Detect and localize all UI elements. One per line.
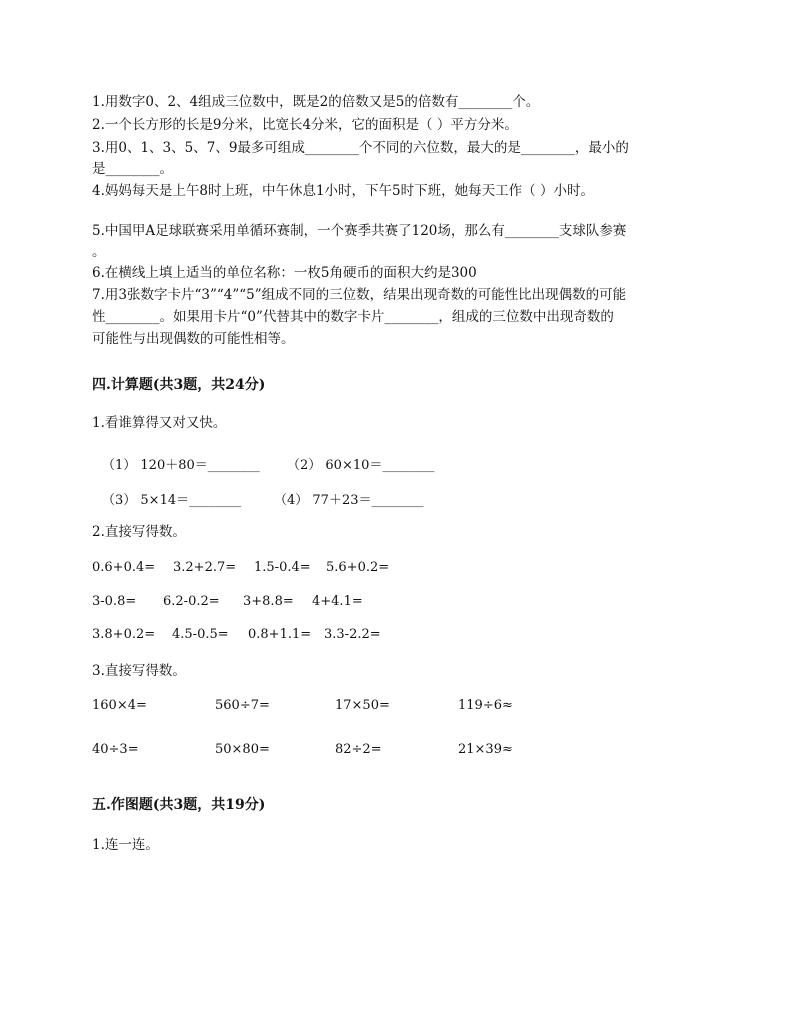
question-2: 2.一个长方形的长是9分米，比宽长4分米，它的面积是（ ）平方分米。 [92,117,518,133]
arithmetic-item: 4.5-0.5= [172,627,229,642]
section-4-heading: 四.计算题(共3题，共24分) [92,377,266,393]
arithmetic-item: 17×50= [335,698,390,713]
arithmetic-item: 3.2+2.7= [173,560,237,575]
arithmetic-item: 40÷3= [92,742,139,757]
calc-item: （3） 5×14＝________ [102,493,242,508]
arithmetic-item: 0.6+0.4= [92,560,156,575]
arithmetic-item: 560÷7= [215,698,270,713]
arithmetic-item: 50×80= [215,742,270,757]
arithmetic-item: 6.2-0.2= [163,594,220,609]
arithmetic-item: 3.8+0.2= [92,627,156,642]
arithmetic-item: 3+8.8= [243,594,294,609]
question-3-line-1: 3.用0、1、3、5、7、9最多可组成________个不同的六位数，最大的是________，最小的 [92,140,629,156]
arithmetic-item: 21×39≈ [458,742,513,757]
arithmetic-item: 3-0.8= [92,594,137,609]
arithmetic-item: 4+4.1= [312,594,363,609]
calc-item: （2） 60×10＝________ [287,458,435,473]
calc-problem-2-title: 2.直接写得数。 [92,524,186,540]
section-5-heading: 五.作图题(共3题，共19分) [92,797,266,813]
calc-item: （4） 77＋23＝________ [274,493,424,508]
arithmetic-item: 0.8+1.1= [248,627,312,642]
drawing-problem-1-title: 1.连一连。 [92,837,159,853]
question-3-line-2: 是________。 [92,161,173,177]
arithmetic-item: 82÷2= [335,742,382,757]
question-6: 6.在横线上填上适当的单位名称：一枚5角硬币的面积大约是300 [92,265,477,281]
question-4: 4.妈妈每天是上午8时上班，中午休息1小时，下午5时下班，她每天工作（ ）小时。 [92,183,594,199]
question-5-line-2: 。 [92,244,106,260]
question-5-line-1: 5.中国甲A足球联赛采用单循环赛制，一个赛季共赛了120场，那么有________支球队参赛 [92,223,627,239]
calc-problem-1-title: 1.看谁算得又对又快。 [92,415,227,431]
arithmetic-item: 119÷6≈ [458,698,513,713]
question-7-line-1: 7.用3张数字卡片“3”“4”“5”组成不同的三位数，结果出现奇数的可能性比出现偶数的可能 [92,287,627,303]
question-7-line-2: 性________。如果用卡片“0”代替其中的数字卡片________，组成的三位数中出现奇数的 [92,309,614,325]
arithmetic-item: 3.3-2.2= [324,627,381,642]
arithmetic-item: 160×4= [92,698,147,713]
calc-item: （1） 120＋80＝________ [102,458,260,473]
arithmetic-item: 5.6+0.2= [326,560,390,575]
question-7-line-3: 可能性与出现偶数的可能性相等。 [92,331,295,347]
question-1: 1.用数字0、2、4组成三位数中，既是2的倍数又是5的倍数有________个。 [92,94,540,110]
calc-problem-3-title: 3.直接写得数。 [92,663,186,679]
arithmetic-item: 1.5-0.4= [254,560,311,575]
